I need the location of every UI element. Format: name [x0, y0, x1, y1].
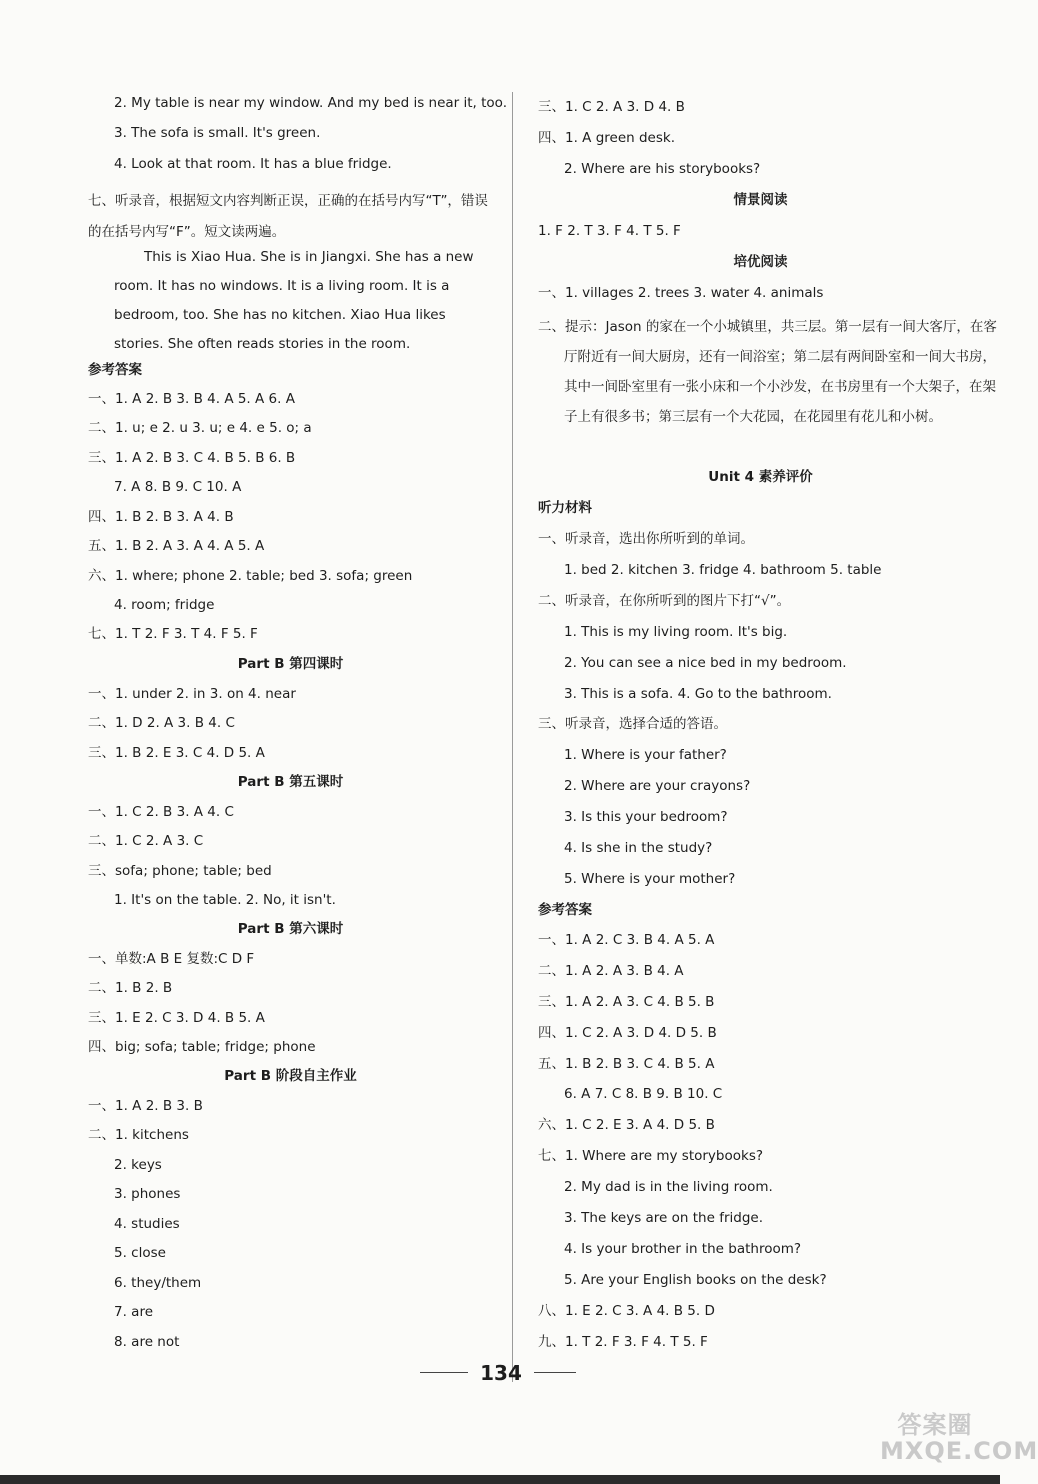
hint-paragraph: 二、提示：Jason 的家在一个小城镇里，共三层。第一层有一间大客厅，在客厅附近有一间大厨房，还有一间浴室；第二层有两间卧室和一间大书房，其中一间卧室里有一张小床和一个小沙发，在书房里有一个大架子，在架子上有很多书；第三层有一个大花园，在花园里有花儿和小树。 [538, 319, 997, 425]
answer-line: 6. they/them [114, 1275, 202, 1291]
listening-passage: This is Xiao Hua. She is in Jiangxi. She has a new room. It has no windows. It is a living room. It is a bedroom, too. She has no kitchen. Xiao Hua likes stories. She often reads stories in the room. [114, 249, 474, 352]
section-heading: 参考答案 [538, 902, 592, 918]
answer-line: 一、1. A 2. B 3. B [88, 1098, 203, 1114]
answer-line: 5. close [114, 1245, 166, 1261]
answer-line: 2. Where are your crayons? [564, 778, 751, 794]
answer-line: 六、1. C 2. E 3. A 4. D 5. B [538, 1117, 715, 1133]
section-heading: Unit 4 素养评价 [708, 469, 813, 485]
column-divider [512, 92, 513, 1382]
answer-line: 八、1. E 2. C 3. A 4. B 5. D [538, 1303, 715, 1319]
answer-line: 4. studies [114, 1216, 180, 1232]
section-heading: 培优阅读 [733, 254, 788, 270]
section-heading: Part B 第六课时 [237, 921, 344, 937]
footer-rule-left [420, 1372, 468, 1373]
answer-line: 四、1. C 2. A 3. D 4. D 5. B [538, 1025, 717, 1041]
answer-line: 3. Is this your bedroom? [564, 809, 728, 825]
answer-line: 四、1. A green desk. [538, 130, 675, 146]
answer-line: 3. phones [114, 1186, 181, 1202]
section-heading: 参考答案 [88, 362, 142, 378]
answer-line: 二、1. D 2. A 3. B 4. C [88, 715, 235, 731]
answer-line: 一、1. under 2. in 3. on 4. near [88, 686, 296, 702]
answer-line: 3. The keys are on the fridge. [564, 1210, 763, 1226]
answer-line: 九、1. T 2. F 3. F 4. T 5. F [538, 1334, 708, 1350]
page-number: 134 [480, 1361, 522, 1385]
answer-line: 七、1. T 2. F 3. T 4. F 5. F [88, 626, 258, 642]
answer-line: 二、1. C 2. A 3. C [88, 833, 204, 849]
answer-line: 1. This is my living room. It's big. [564, 624, 788, 640]
text-line: 3. The sofa is small. It's green. [114, 125, 321, 141]
section-heading: 听力材料 [538, 500, 592, 516]
answer-line: 二、1. B 2. B [88, 980, 173, 996]
answer-line: 三、1. B 2. E 3. C 4. D 5. A [88, 745, 265, 761]
answer-line: 二、1. u; e 2. u 3. u; e 4. e 5. o; a [88, 420, 312, 436]
answer-line: 1. It's on the table. 2. No, it isn't. [114, 892, 336, 908]
answer-line: 1. Where is your father? [564, 747, 727, 763]
answer-line: 二、1. kitchens [88, 1127, 189, 1143]
answer-line: 三、1. C 2. A 3. D 4. B [538, 99, 685, 115]
scan-edge [0, 1475, 1000, 1484]
answer-line: 2. My dad is in the living room. [564, 1179, 773, 1195]
answer-line: 2. You can see a nice bed in my bedroom. [564, 655, 847, 671]
section-instruction: 七、听录音，根据短文内容判断正误，正确的在括号内写“T”，错误的在括号内写“F”。短文读两遍。 [88, 193, 488, 240]
answer-line: 2. keys [114, 1157, 162, 1173]
instruction-line: 一、听录音，选出你所听到的单词。 [538, 531, 754, 547]
answer-line: 2. Where are his storybooks? [564, 161, 761, 177]
answer-line: 一、1. villages 2. trees 3. water 4. animals [538, 285, 824, 301]
footer-rule-right [534, 1372, 576, 1373]
answer-line: 4. Is your brother in the bathroom? [564, 1241, 802, 1257]
answer-line: 一、1. A 2. B 3. B 4. A 5. A 6. A [88, 391, 295, 407]
instruction-line: 二、听录音，在你所听到的图片下打“√”。 [538, 593, 791, 609]
answer-line: 二、1. A 2. A 3. B 4. A [538, 963, 684, 979]
answer-line: 4. Is she in the study? [564, 840, 713, 856]
answer-line: 三、1. A 2. B 3. C 4. B 5. B 6. B [88, 450, 296, 466]
answer-line: 7. A 8. B 9. C 10. A [114, 479, 242, 495]
answer-line: 5. Where is your mother? [564, 871, 736, 887]
answer-line: 七、1. Where are my storybooks? [538, 1148, 764, 1164]
answer-line: 五、1. B 2. B 3. C 4. B 5. A [538, 1056, 715, 1072]
section-heading: Part B 第四课时 [237, 656, 344, 672]
answer-line: 5. Are your English books on the desk? [564, 1272, 827, 1288]
watermark: 答案圈 MXQE.COM [880, 1411, 1038, 1465]
answer-line: 三、1. A 2. A 3. C 4. B 5. B [538, 994, 715, 1010]
section-heading: 情景阅读 [733, 192, 788, 208]
answer-line: 三、1. E 2. C 3. D 4. B 5. A [88, 1010, 265, 1026]
answer-line: 4. room; fridge [114, 597, 215, 613]
answer-line: 1. F 2. T 3. F 4. T 5. F [538, 223, 681, 239]
answer-line: 一、单数:A B E 复数:C D F [88, 951, 255, 967]
answer-line: 1. bed 2. kitchen 3. fridge 4. bathroom 5. table [564, 562, 882, 578]
answer-line: 7. are [114, 1304, 154, 1320]
answer-line: 6. A 7. C 8. B 9. B 10. C [564, 1086, 723, 1102]
instruction-line: 三、听录音，选择合适的答语。 [538, 716, 727, 732]
section-heading: Part B 阶段自主作业 [224, 1068, 357, 1084]
text-line: 2. My table is near my window. And my bed is near it, too. [114, 95, 507, 111]
answer-line: 3. This is a sofa. 4. Go to the bathroom. [564, 686, 832, 702]
answer-line: 一、1. A 2. C 3. B 4. A 5. A [538, 932, 715, 948]
answer-line: 一、1. C 2. B 3. A 4. C [88, 804, 234, 820]
section-heading: Part B 第五课时 [237, 774, 344, 790]
text-line: 4. Look at that room. It has a blue fridge. [114, 156, 392, 172]
answer-line: 8. are not [114, 1334, 180, 1350]
answer-line: 五、1. B 2. A 3. A 4. A 5. A [88, 538, 265, 554]
answer-line: 四、1. B 2. B 3. A 4. B [88, 509, 234, 525]
answer-line: 六、1. where; phone 2. table; bed 3. sofa; green [88, 568, 413, 584]
answer-line: 三、sofa; phone; table; bed [88, 863, 272, 879]
answer-line: 四、big; sofa; table; fridge; phone [88, 1039, 316, 1055]
